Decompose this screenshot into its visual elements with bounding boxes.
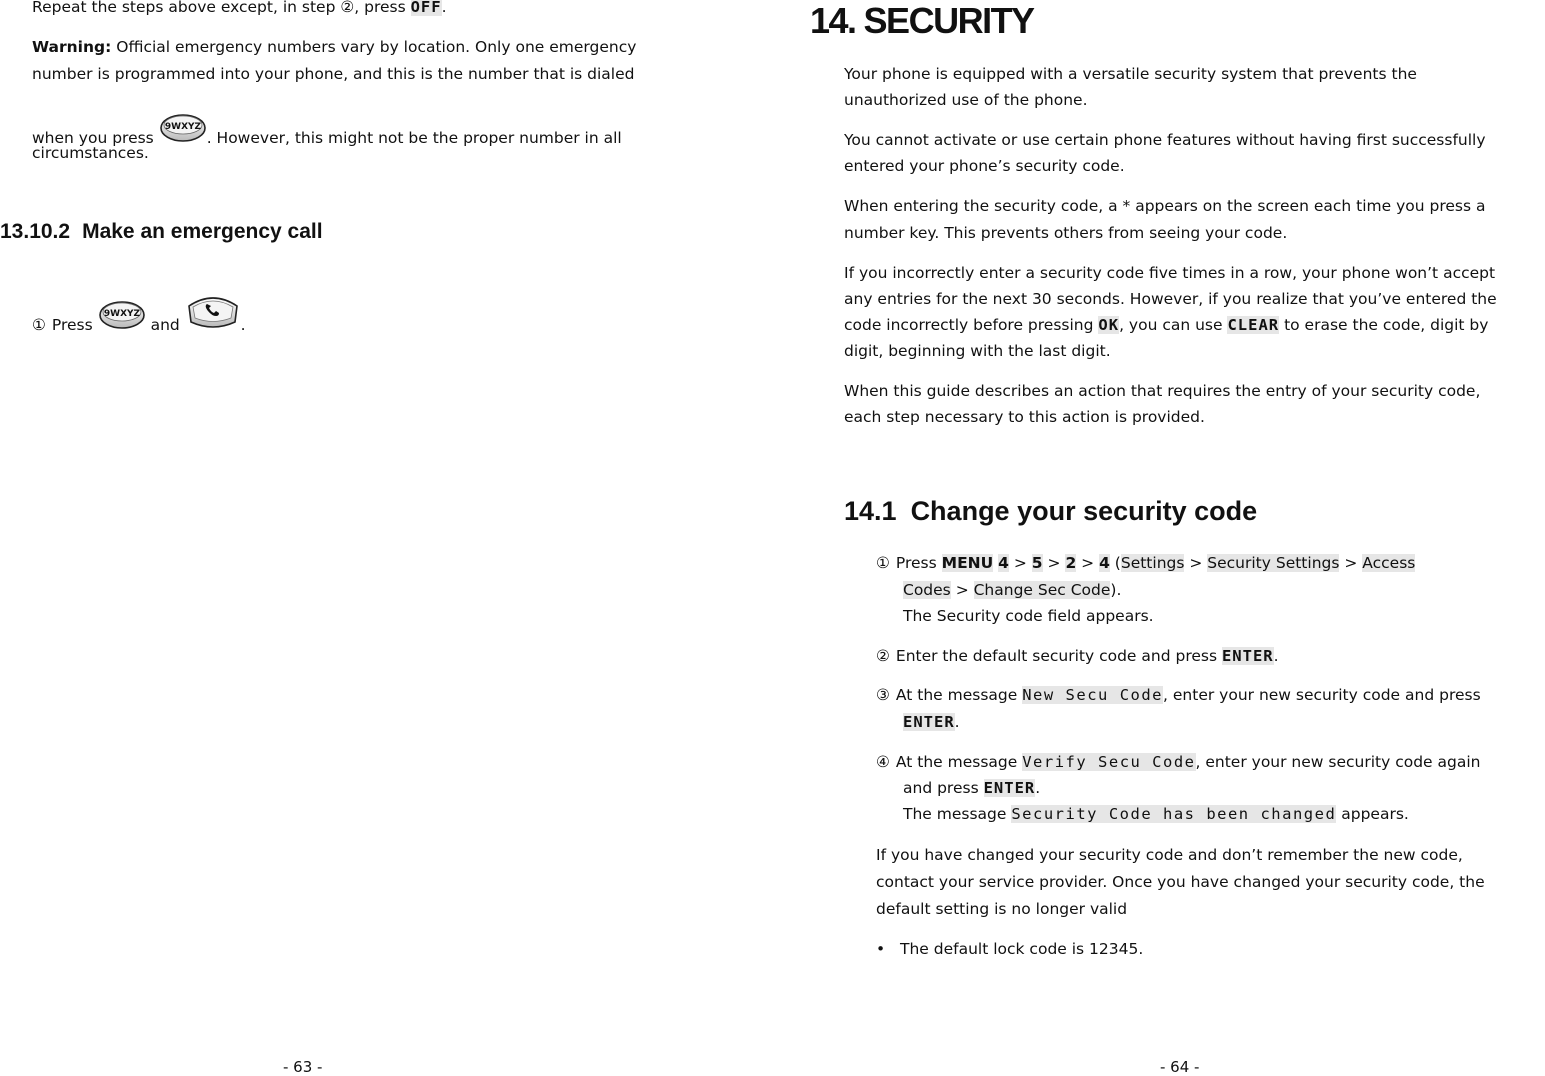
page-64	[790, 0, 1545, 1074]
guide-line-2: each step necessary to this action is provided.	[844, 408, 1205, 426]
activation-line-1: You cannot activate or use certain phone features without having first successfully	[844, 131, 1486, 149]
code-changed-message: Security Code has been changed	[1011, 805, 1337, 823]
svg-text:9WXYZ: 9WXYZ	[103, 309, 140, 319]
page-63	[0, 0, 760, 1074]
intro-line-2: unauthorized use of the phone.	[844, 91, 1088, 109]
security-step-1: ① Press MENU 4 > 5 > 2 > 4 (Settings > Security Settings > Access	[876, 554, 1416, 572]
security-step-3-cont: ENTER.	[903, 713, 960, 731]
guide-line-1: When this guide describes an action that requires the entry of your security code,	[844, 382, 1481, 400]
lockout-line-1: If you incorrectly enter a security code five times in a row, your phone won’t accept	[844, 264, 1496, 282]
menu-security-settings: Security Settings	[1207, 554, 1340, 572]
page-number: - 64 -	[1160, 1058, 1200, 1076]
section-heading-13-10-2: 13.10.2 Make an emergency call	[0, 220, 323, 243]
default-code-bullet: • The default lock code is 12345.	[876, 936, 1143, 963]
repeat-instruction: Repeat the steps above except, in step ②, press OFF.	[32, 0, 447, 16]
new-secu-code-message: New Secu Code	[1022, 686, 1164, 704]
menu-change-sec-code: Change Sec Code	[973, 581, 1111, 599]
activation-line-2: entered your phone’s security code.	[844, 157, 1125, 175]
enter-key-label: ENTER	[903, 713, 955, 731]
emergency-step-1: ① Press 9WXYZ and .	[32, 292, 246, 339]
asterisk-line-2: number key. This prevents others from seeing your code.	[844, 224, 1288, 242]
intro-line-1: Your phone is equipped with a versatile security system that prevents the	[844, 65, 1417, 83]
note-line-2: contact your service provider. Once you have changed your security code, the	[876, 873, 1485, 891]
note-line-1: If you have changed your security code and don’t remember the new code,	[876, 846, 1463, 864]
bullet-icon: •	[876, 940, 886, 958]
off-key-label: OFF	[410, 0, 442, 16]
svg-text:9WXYZ: 9WXYZ	[164, 122, 201, 132]
menu-settings: Settings	[1120, 554, 1185, 572]
security-step-3: ③ At the message New Secu Code, enter your new security code and press	[876, 686, 1481, 704]
warning-line-1: Warning: Official emergency numbers vary by location. Only one emergency	[32, 38, 637, 56]
security-step-4-cont: and press ENTER.	[903, 779, 1041, 797]
security-step-2: ② Enter the default security code and press ENTER.	[876, 647, 1279, 665]
clear-key-label: CLEAR	[1227, 316, 1280, 334]
verify-secu-code-message: Verify Secu Code	[1022, 753, 1196, 771]
chapter-heading: 14. SECURITY	[810, 0, 1034, 41]
enter-key-label: ENTER	[983, 779, 1036, 797]
security-step-4: ④ At the message Verify Secu Code, enter your new security code again	[876, 753, 1481, 771]
section-heading-14-1: 14.1 Change your security code	[844, 496, 1258, 526]
warning-line-2: number is programmed into your phone, and this is the number that is dialed	[32, 65, 635, 83]
security-step-4-result: The message Security Code has been changed appears.	[903, 805, 1409, 823]
note-line-3: default setting is no longer valid	[876, 900, 1128, 918]
security-step-1-note: The Security code field appears.	[903, 607, 1154, 625]
warning-line-4: circumstances.	[32, 144, 149, 162]
9wxyz-key-icon	[98, 298, 146, 332]
page-number: - 63 -	[283, 1058, 323, 1076]
lockout-line-3: code incorrectly before pressing OK, you can use CLEAR to erase the code, digit by	[844, 316, 1489, 334]
9wxyz-key-icon	[159, 109, 207, 143]
warning-label: Warning:	[32, 38, 112, 56]
security-step-1-cont: Codes > Change Sec Code).	[903, 581, 1122, 599]
send-key-icon	[185, 292, 241, 332]
lockout-line-4: digit, beginning with the last digit.	[844, 342, 1111, 360]
warning-line-3: when you press 9WXYZ . However, this might not be the proper number in all	[32, 109, 622, 152]
menu-key-label: MENU	[941, 554, 994, 572]
ok-key-label: OK	[1098, 316, 1120, 334]
lockout-line-2: any entries for the next 30 seconds. However, if you realize that you’ve entered the	[844, 290, 1497, 308]
menu-access-codes: Access	[1362, 554, 1416, 572]
enter-key-label: ENTER	[1221, 647, 1274, 665]
asterisk-line-1: When entering the security code, a * appears on the screen each time you press a	[844, 197, 1486, 215]
